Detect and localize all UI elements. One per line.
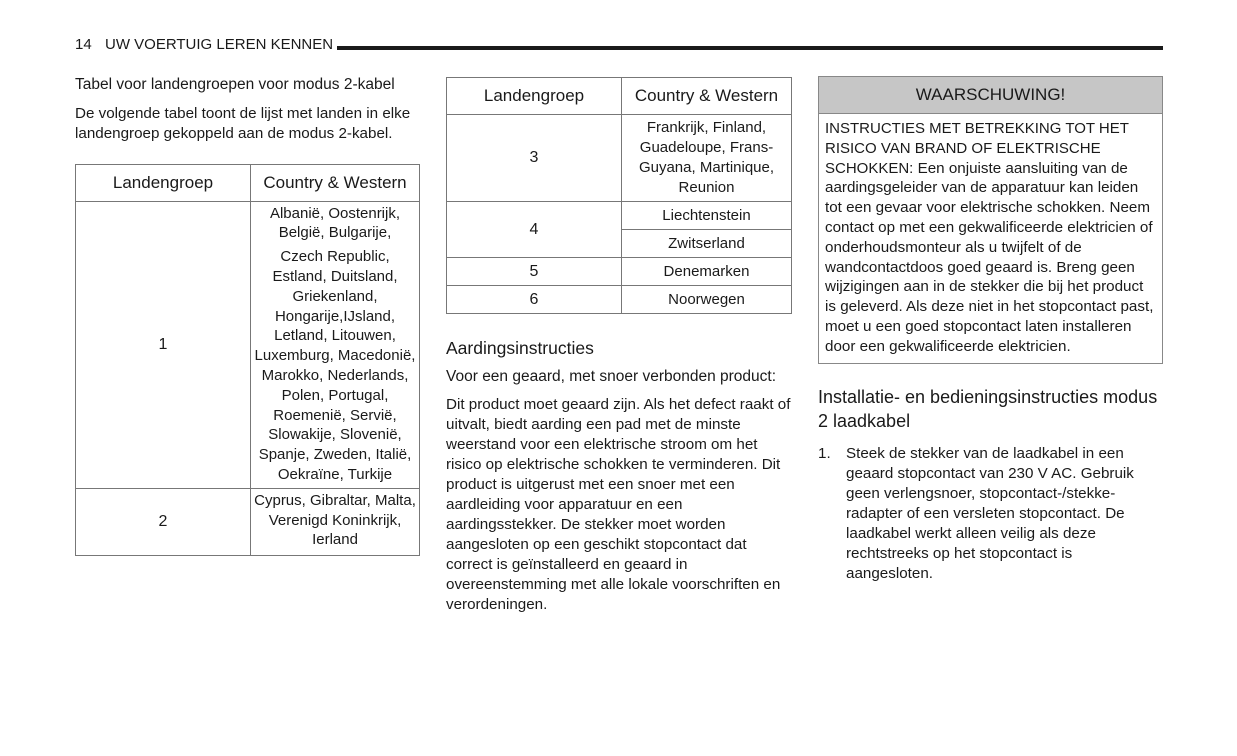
group-countries: Noorwegen [622, 286, 792, 314]
warning-box [818, 76, 1163, 364]
header-landengroep: Landengroep [447, 78, 622, 115]
group-countries: Liechtenstein [622, 202, 792, 230]
header-landengroep: Landengroep [76, 164, 251, 201]
list-item [818, 444, 1163, 584]
warning-lead: INSTRUCTIES MET BETREKKING TOT HET RISICO VAN BRAND OF ELEKTRISCHE SCHOKKEN: [825, 120, 1129, 177]
warning-text: Een onjuiste aansluiting van de aardingsgeleider van de apparatuur kan leiden tot een gevaar voor elektrische schokken. Neem contact op met een gekwalificeerde elektricien of onderhoudsmonteur als u twijfelt of de wandcontactdoos goed geaard is. Breng geen wijzigingen aan in de stekker die bij het product is geleverd. Als deze niet in het stopcontact past, moet u een goed stopcontact laten installeren door een gekwalificeerde elektricien. [825, 159, 1154, 355]
group-countries [251, 201, 420, 488]
page-header [75, 36, 1163, 56]
grounding-body: Dit product moet geaard zijn. Als het defect raakt of uitvalt, biedt aarding een pad met de minste weerstand voor een elektrische stroom om het risico op elektrische schokken te verminderen. Dit product is uitgerust met een snoer met een aardleiding voor apparatuur en een aardingsstekker. De stekker moet worden aangesloten op een geschikt stopcontact dat correct is geïnstalleerd en geaard in overeenstemming met alle lokale voorschriften en verordeningen. [446, 396, 791, 613]
table-row [76, 201, 420, 488]
table-row [447, 286, 792, 314]
column-left [75, 76, 420, 556]
group-number: 1 [76, 201, 251, 488]
table-row [76, 488, 420, 555]
group-countries: Denemarken [622, 258, 792, 286]
country-groups-table-part1 [75, 164, 420, 557]
install-title: Installatie- en bedieningsinstructies modus 2 laadkabel [818, 386, 1158, 432]
warning-heading: WAARSCHUWING! [819, 77, 1162, 114]
column-middle [446, 77, 792, 615]
step-text: Steek de stekker van de laadkabel in een geaard stopcontact van 230 V AC. Gebruik geen verlengsnoer, stopcontact-/stekke-radapter of een versleten stopcontact. De laadkabel werkt alleen veilig als deze rechtstreeks op het stopcontact is aangesloten. [846, 444, 1134, 582]
group1-countries-b: Czech Republic, Estland, Duitsland, Griekenland, Hongarije,IJsland, Letland, Litouwen, Luxemburg, Macedonië, Marokko, Nederlands, Polen, Portugal, Roemenië, Servië, Slowakije, Slovenië, Spanje, Zweden, Italië, Oekraïne, Turkije [254, 248, 416, 483]
grounding-subtitle: Voor een geaard, met snoer verbonden product: [446, 368, 777, 385]
group-number: 6 [447, 286, 622, 314]
header-country: Country & Western [251, 164, 420, 201]
header-country: Country & Western [622, 78, 792, 115]
group-number: 3 [447, 115, 622, 202]
chapter-title: UW VOERTUIG LEREN KENNEN [105, 36, 334, 53]
header-rule [337, 46, 1163, 50]
group-number: 5 [447, 258, 622, 286]
country-table-subheading: Tabel voor landengroepen voor modus 2-kabel [75, 76, 395, 93]
group-number: 2 [76, 488, 251, 555]
group-countries: Zwitserland [622, 230, 792, 258]
warning-body [819, 114, 1162, 363]
group-countries: Frankrijk, Finland, Guadeloupe, Frans-Guyana, Martinique, Reunion [622, 115, 792, 202]
table-row [447, 115, 792, 202]
group1-countries-a: Albanië, Oostenrijk, België, Bulgarije, [269, 204, 401, 242]
table-row [447, 258, 792, 286]
grounding-title: Aardingsinstructies [446, 338, 594, 358]
table-row [447, 202, 792, 230]
table-header-row [76, 164, 420, 201]
table-header-row [447, 78, 792, 115]
country-groups-table-part2 [446, 77, 792, 314]
group-number: 4 [447, 202, 622, 258]
page-number: 14 [75, 36, 92, 53]
column-right [818, 76, 1163, 584]
country-table-intro: De volgende tabel toont de lijst met landen in elke landengroep gekoppeld aan de modus 2-kabel. [75, 104, 411, 142]
step-number: 1. [818, 444, 831, 462]
group-countries: Cyprus, Gibraltar, Malta, Verenigd Koninkrijk, Ierland [251, 488, 420, 555]
